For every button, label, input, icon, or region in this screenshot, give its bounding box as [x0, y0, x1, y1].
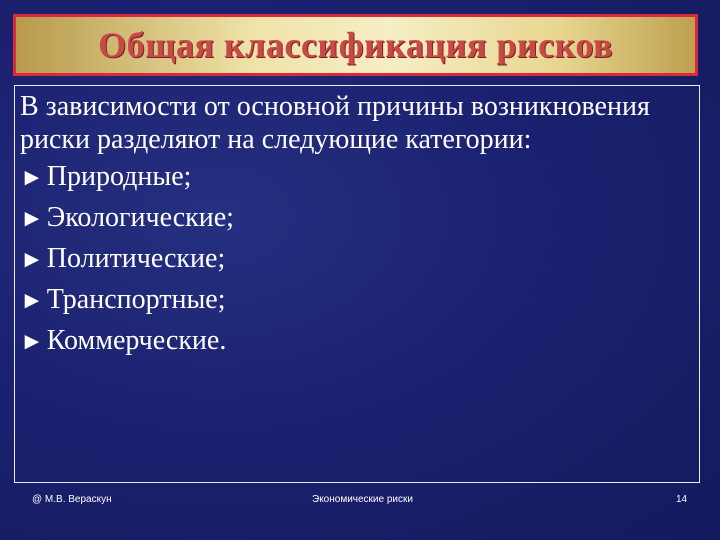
list-item	[20, 201, 690, 242]
bullet-text: Природные;	[46, 161, 192, 192]
bullet-text: Экологические;	[46, 202, 234, 233]
bullet-text: Коммерческие.	[46, 325, 227, 356]
list-item	[20, 283, 690, 324]
bullet-list	[20, 160, 690, 365]
triangle-bullet-icon: ►	[20, 206, 44, 232]
footer-author: @ М.В. Вераскун	[32, 494, 112, 505]
bullet-text: Транспортные;	[46, 284, 226, 315]
list-item	[20, 242, 690, 283]
intro-paragraph: В зависимости от основной причины возникновения риски разделяют на следующие категории:	[20, 91, 650, 155]
triangle-bullet-icon: ►	[20, 247, 44, 273]
list-item	[20, 160, 690, 201]
slide-title: Общая классификация рисков	[98, 25, 613, 65]
triangle-bullet-icon: ►	[20, 288, 44, 314]
footer-topic: Экономические риски	[312, 494, 413, 505]
triangle-bullet-icon: ►	[20, 165, 44, 191]
slide-footer	[0, 494, 720, 510]
list-item	[20, 324, 690, 365]
bullet-text: Политические;	[46, 243, 226, 274]
slide-body	[20, 90, 690, 365]
triangle-bullet-icon: ►	[20, 329, 44, 355]
page-number: 14	[676, 494, 688, 505]
title-banner	[13, 14, 698, 76]
